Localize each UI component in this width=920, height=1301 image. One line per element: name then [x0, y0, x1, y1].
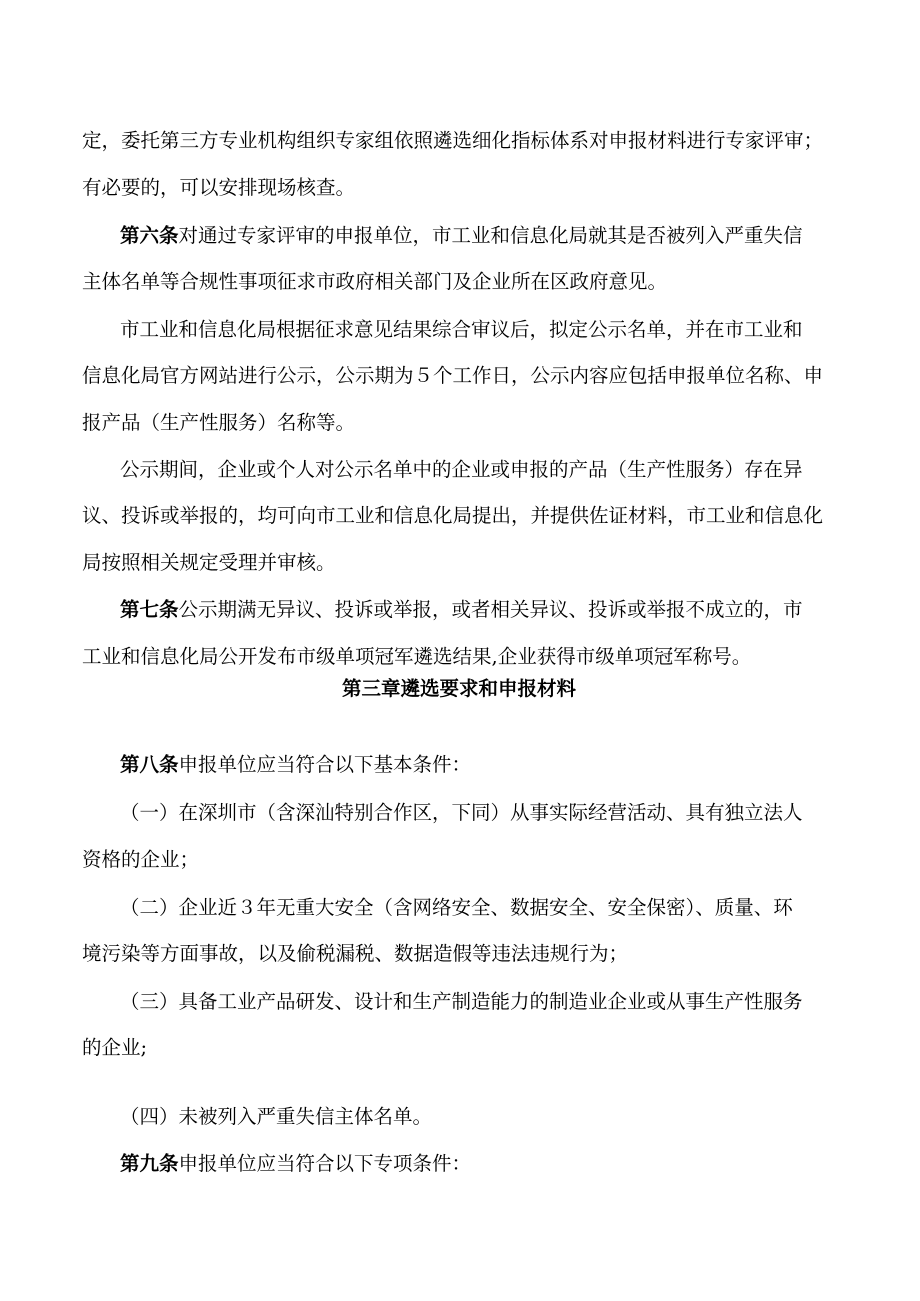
article-6-text: 对通过专家评审的申报单位，市工业和信息化局就其是否被列入严重失信 — [178, 224, 803, 247]
condition-line: （三）具备工业产品研发、设计和生产制造能力的制造业企业或从事生产性服务 — [120, 990, 803, 1013]
article-6-line-2: 主体名单等合规性事项征求市政府相关部门及企业所在区政府意见。 — [82, 270, 668, 293]
article-8-label: 第八条 — [120, 753, 179, 776]
paragraph-line: 公示期间，企业或个人对公示名单中的企业或申报的产品（生产性服务）存在异 — [120, 458, 803, 481]
paragraph-line: 报产品（生产性服务）名称等。 — [82, 411, 356, 434]
condition-line: （四）未被列入严重失信主体名单。 — [120, 1105, 433, 1128]
condition-line: （二）企业近３年无重大安全（含网络安全、数据安全、安全保密）、质量、环 — [120, 896, 793, 919]
condition-line: （一）在深圳市（含深汕特别合作区，下同）从事实际经营活动、具有独立法人 — [120, 801, 803, 824]
article-7-label: 第七条 — [120, 598, 179, 621]
paragraph-line: 定，委托第三方专业机构组织专家组依照遴选细化指标体系对申报材料进行专家评审； — [82, 129, 824, 152]
article-9-text: 申报单位应当符合以下专项条件： — [178, 1152, 472, 1175]
paragraph-line: 有必要的，可以安排现场核查。 — [82, 176, 356, 199]
article-8-text: 申报单位应当符合以下基本条件： — [178, 753, 472, 776]
paragraph-line: 局按照相关规定受理并审核。 — [82, 551, 336, 574]
paragraph-line: 信息化局官方网站进行公示，公示期为５个工作日，公示内容应包括申报单位名称、申 — [82, 364, 824, 387]
article-6-line-1 — [120, 224, 803, 248]
condition-line: 境污染等方面事故，以及偷税漏税、数据造假等违法违规行为； — [82, 942, 629, 965]
condition-line: 的企业; — [82, 1036, 148, 1059]
article-7-line-2: 工业和信息化局公开发布市级单项冠军遴选结果,企业获得市级单项冠军称号。 — [82, 645, 752, 668]
article-6-label: 第六条 — [120, 224, 179, 247]
paragraph-line: 议、投诉或举报的，均可向市工业和信息化局提出，并提供佐证材料，市工业和信息化 — [82, 504, 824, 527]
article-8-line — [120, 753, 471, 777]
condition-line: 资格的企业； — [82, 848, 200, 871]
paragraph-line: 市工业和信息化局根据征求意见结果综合审议后，拟定公示名单，并在市工业和 — [120, 318, 803, 341]
article-7-line-1 — [120, 598, 803, 622]
article-7-text: 公示期满无异议、投诉或举报，或者相关异议、投诉或举报不成立的，市 — [178, 598, 803, 621]
article-9-line — [120, 1152, 471, 1176]
chapter-heading: 第三章遴选要求和申报材料 — [342, 677, 577, 700]
article-9-label: 第九条 — [120, 1152, 179, 1175]
